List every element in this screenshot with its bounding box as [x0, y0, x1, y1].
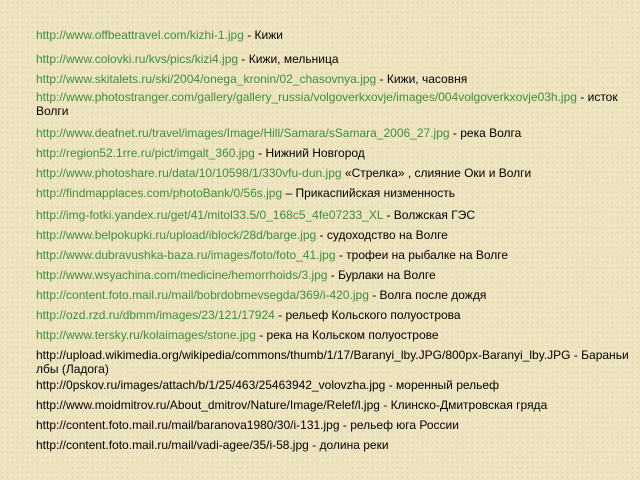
reference-description: - рельеф юга России [339, 418, 459, 432]
reference-item [36, 28, 636, 42]
reference-description: - исток Волги [36, 90, 618, 118]
reference-link[interactable]: http://www.belpokupki.ru/upload/iblock/28d/barge.jpg [36, 228, 317, 242]
reference-item [36, 90, 636, 118]
reference-link[interactable]: http://www.dubravushka-baza.ru/images/foto/foto_41.jpg [36, 248, 336, 262]
reference-description: - река на Кольском полуострове [255, 328, 439, 342]
reference-item [36, 52, 636, 66]
reference-item [36, 418, 636, 432]
reference-description: - Кижи, мельница [238, 52, 339, 66]
reference-item [36, 328, 636, 342]
reference-link[interactable]: http://content.foto.mail.ru/mail/baranova1980/30/i-131.jpg [36, 418, 340, 432]
reference-description: - трофеи на рыбалке на Волге [335, 248, 509, 262]
reference-item [36, 146, 636, 160]
reference-item [36, 208, 636, 222]
reference-item [36, 348, 636, 376]
reference-description: - Клинско-Дмитровская гряда [379, 398, 548, 412]
reference-description: - судоходство на Волге [316, 228, 448, 242]
reference-item [36, 268, 636, 282]
reference-description: - рельеф Кольского полуострова [274, 308, 461, 322]
reference-link[interactable]: http://upload.wikimedia.org/wikipedia/commons/thumb/1/17/Baranyi_lby.JPG/800px-Baranyi_lby.JPG [36, 348, 571, 362]
reference-description: - Бурлаки на Волге [327, 268, 436, 282]
reference-link[interactable]: http://content.foto.mail.ru/mail/vadi-agee/35/i-58.jpg [36, 438, 309, 452]
reference-description: - Волжская ГЭС [383, 208, 476, 222]
reference-link[interactable]: http://ozd.rzd.ru/dbmm/images/23/121/17924 [36, 308, 275, 322]
reference-item [36, 378, 636, 392]
reference-link[interactable]: http://www.photostranger.com/gallery/gallery_russia/volgoverkxovje/images/004volgoverkxovje03h.jpg [36, 90, 577, 104]
reference-description: - долина реки [308, 438, 389, 452]
reference-link[interactable]: http://www.moidmitrov.ru/About_dmitrov/Nature/Image/Relef/l.jpg [36, 398, 380, 412]
reference-link[interactable]: http://region52.1rre.ru/pict/imgalt_360.jpg [36, 146, 255, 160]
reference-description: - Бараньи лбы (Ладога) [36, 348, 629, 376]
reference-description: - Нижний Новгород [254, 146, 365, 160]
reference-item [36, 308, 636, 322]
reference-description: - Волга после дождя [368, 288, 487, 302]
reference-item [36, 228, 636, 242]
reference-item [36, 288, 636, 302]
reference-link[interactable]: http://0pskov.ru/images/attach/b/1/25/463/25463942_volovzha.jpg [36, 378, 386, 392]
reference-item [36, 438, 636, 452]
reference-description: - река Волга [449, 126, 522, 140]
reference-description: - моренный рельеф [385, 378, 499, 392]
reference-item [36, 166, 636, 180]
reference-link[interactable]: http://www.colovki.ru/kvs/pics/kizi4.jpg [36, 52, 239, 66]
reference-link[interactable]: http://www.deafnet.ru/travel/images/Image/Hill/Samara/sSamara_2006_27.jpg [36, 126, 450, 140]
reference-link[interactable]: http://www.skitalets.ru/ski/2004/onega_kronin/02_chasovnya.jpg [36, 72, 377, 86]
reference-item [36, 72, 636, 86]
reference-link[interactable]: http://www.tersky.ru/kolaimages/stone.jpg [36, 328, 256, 342]
reference-description: – Прикаспийская низменность [282, 186, 456, 200]
reference-link[interactable]: http://content.foto.mail.ru/mail/bobrdobmevsegda/369/i-420.jpg [36, 288, 369, 302]
reference-link[interactable]: http://www.wsyachina.com/medicine/hemorrhoids/3.jpg [36, 268, 328, 282]
reference-item [36, 186, 636, 200]
reference-description: - Кижи, часовня [376, 72, 468, 86]
reference-description: - Кижи [243, 28, 283, 42]
reference-link[interactable]: http://img-fotki.yandex.ru/get/41/mitol33.5/0_168c5_4fe07233_XL [36, 208, 384, 222]
reference-item [36, 398, 636, 412]
reference-link[interactable]: http://findmapplaces.com/photoBank/0/56s.jpg [36, 186, 283, 200]
reference-description: «Стрелка» , слияние Оки и Волги [341, 166, 532, 180]
reference-item [36, 126, 636, 140]
reference-item [36, 248, 636, 262]
reference-link[interactable]: http://www.photoshare.ru/data/10/10598/1/330vfu-dun.jpg [36, 166, 342, 180]
reference-link[interactable]: http://www.offbeattravel.com/kizhi-1.jpg [36, 28, 244, 42]
